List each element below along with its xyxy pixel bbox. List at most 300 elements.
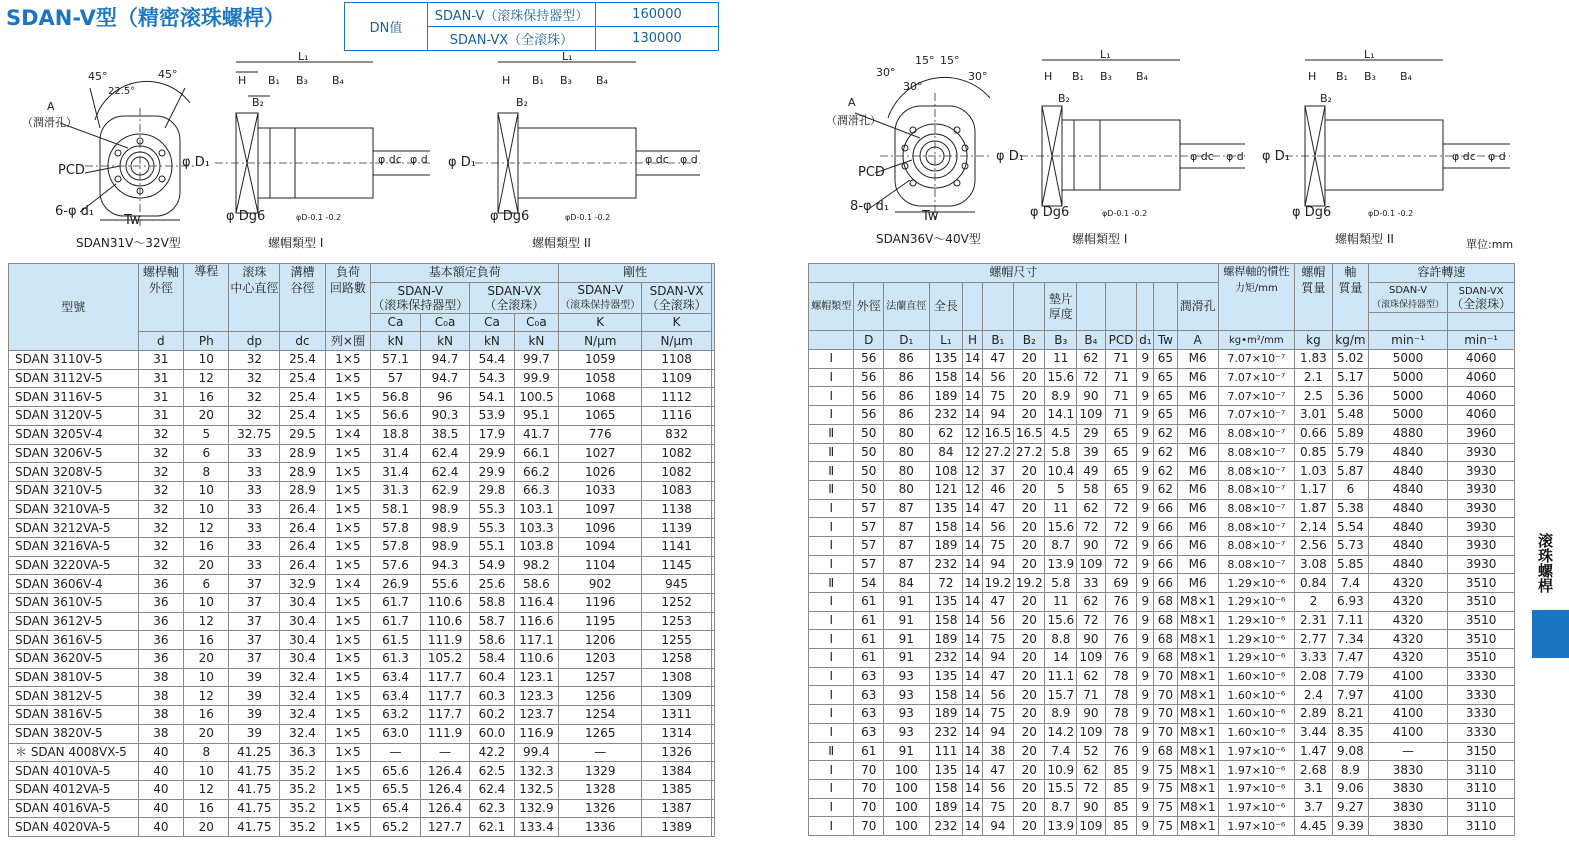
cell-H: 14 <box>963 649 982 668</box>
cell-type: Ⅱ <box>809 742 854 761</box>
cell-dc: 30.4 <box>280 650 325 669</box>
cell-d: 40 <box>138 818 184 837</box>
th-ca-vx: Ca <box>470 313 514 332</box>
cell-ph: 12 <box>184 369 229 388</box>
cell-B3: 7.4 <box>1045 742 1077 761</box>
cell-ca_v: 65.6 <box>371 762 421 781</box>
cell-B4: 90 <box>1077 798 1106 817</box>
cell-B2: 20 <box>1014 536 1045 555</box>
cell-coa_v: 127.7 <box>420 818 470 837</box>
cell-PCD: 65 <box>1105 443 1137 462</box>
cell-sm: 9.39 <box>1332 817 1368 836</box>
cell-sx: 3110 <box>1448 761 1515 780</box>
cell-coa_v: 98.9 <box>420 500 470 519</box>
cell-k_v: 1326 <box>559 799 642 818</box>
cell-Tw: 66 <box>1154 499 1177 518</box>
label-lube-hole-2: （潤滑孔） <box>826 114 881 127</box>
th-unit-nmu-1: N/μm <box>559 332 642 351</box>
cell-c: 1×5 <box>325 519 371 538</box>
cell-type: Ⅰ <box>809 649 854 668</box>
cell-H: 14 <box>963 611 982 630</box>
cell-model: SDAN 3206V-5 <box>9 444 139 463</box>
cell-sx: 3110 <box>1448 779 1515 798</box>
cell-Tw: 70 <box>1154 723 1177 742</box>
cell-spacer <box>712 631 715 650</box>
cell-D1: 86 <box>884 368 929 387</box>
cell-nm: 4.45 <box>1294 817 1332 836</box>
cell-B3: 11 <box>1045 499 1077 518</box>
angle-15-a: 15° <box>915 54 935 67</box>
cell-PCD: 78 <box>1105 723 1137 742</box>
cell-d1: 9 <box>1137 368 1154 387</box>
cell-B1: 75 <box>982 705 1013 724</box>
cell-sx: 3510 <box>1448 630 1515 649</box>
cell-ca_v: 61.7 <box>371 594 421 613</box>
cell-H: 14 <box>963 761 982 780</box>
dim-b3: B₃ <box>296 74 308 87</box>
cell-B2: 20 <box>1014 761 1045 780</box>
cell-B1: 47 <box>982 499 1013 518</box>
table-row <box>809 555 1515 574</box>
cell-inertia: 1.29×10⁻⁶ <box>1218 649 1294 668</box>
th-lube: 潤滑孔 <box>1177 282 1218 331</box>
cell-A: M6 <box>1177 480 1218 499</box>
cell-L1: 135 <box>929 350 963 369</box>
th-length: 全長 <box>929 282 963 331</box>
cell-nm: 2.56 <box>1294 536 1332 555</box>
cell-H: 14 <box>963 723 982 742</box>
cell-PCD: 78 <box>1105 705 1137 724</box>
caption-nut-type-1-right: 螺帽類型 I <box>1072 232 1128 246</box>
cell-c: 1×5 <box>325 650 371 669</box>
label-tw: Tw <box>124 213 141 228</box>
cell-coa_x: 99.9 <box>514 369 559 388</box>
cell-nm: 3.7 <box>1294 798 1332 817</box>
cell-sm: 6.93 <box>1332 593 1368 612</box>
th-unit-d: d <box>138 332 184 351</box>
cell-Tw: 65 <box>1154 406 1177 425</box>
cell-H: 14 <box>963 499 982 518</box>
cell-k_v: 1336 <box>559 818 642 837</box>
dim-d: φ d <box>410 153 428 166</box>
cell-PCD: 85 <box>1105 779 1137 798</box>
cell-spacer <box>712 369 715 388</box>
cell-sm: 5.48 <box>1332 406 1368 425</box>
cell-coa_x: 116.4 <box>514 594 559 613</box>
cell-H: 12 <box>963 480 982 499</box>
cell-B4: 62 <box>1077 350 1106 369</box>
cell-spacer <box>712 407 715 426</box>
cell-type: Ⅰ <box>809 555 854 574</box>
cell-sm: 9.08 <box>1332 742 1368 761</box>
cell-ph: 20 <box>184 650 229 669</box>
cell-inertia: 7.07×10⁻⁷ <box>1218 368 1294 387</box>
cell-Tw: 68 <box>1154 742 1177 761</box>
cell-L1: 135 <box>929 761 963 780</box>
cell-d: 32 <box>138 463 184 482</box>
cell-dp: 32 <box>229 351 280 370</box>
cell-D: 61 <box>854 630 884 649</box>
cell-ph: 10 <box>184 351 229 370</box>
cell-nm: 2.31 <box>1294 611 1332 630</box>
cell-sv: 4320 <box>1368 630 1447 649</box>
dim-d-3: φ d <box>1226 150 1244 163</box>
cell-coa_x: 133.4 <box>514 818 559 837</box>
table-row <box>809 443 1515 462</box>
cell-A: M8×1 <box>1177 779 1218 798</box>
cell-model: SDAN 3110V-5 <box>9 351 139 370</box>
cell-coa_x: 132.9 <box>514 799 559 818</box>
cell-Tw: 65 <box>1154 368 1177 387</box>
dim-d1: φ D₁ <box>182 155 210 170</box>
cell-inertia: 1.29×10⁻⁶ <box>1218 630 1294 649</box>
cell-ca_v: 61.3 <box>371 650 421 669</box>
cell-d: 36 <box>138 631 184 650</box>
cell-B1: 47 <box>982 593 1013 612</box>
cell-dp: 37 <box>229 650 280 669</box>
cell-D: 61 <box>854 611 884 630</box>
cell-coa_x: 103.3 <box>514 519 559 538</box>
cell-dp: 33 <box>229 481 280 500</box>
cell-coa_x: 123.3 <box>514 687 559 706</box>
cell-sm: 5.79 <box>1332 443 1368 462</box>
cell-ph: 10 <box>184 594 229 613</box>
cell-d: 36 <box>138 594 184 613</box>
caption-flange-36-40: SDAN36V～40V型 <box>876 232 981 246</box>
cell-d: 31 <box>138 351 184 370</box>
cell-coa_v: 96 <box>420 388 470 407</box>
table-row <box>809 462 1515 481</box>
cell-inertia: 8.08×10⁻⁷ <box>1218 536 1294 555</box>
cell-D: 56 <box>854 368 884 387</box>
flange-view-2 <box>826 54 990 224</box>
cell-B2: 20 <box>1014 499 1045 518</box>
cell-d1: 9 <box>1137 387 1154 406</box>
cell-k_v: 1328 <box>559 780 642 799</box>
angle-45-right: 45° <box>158 68 178 81</box>
cell-model: SDAN 3606V-4 <box>9 575 139 594</box>
cell-coa_x: 103.1 <box>514 500 559 519</box>
cell-sm: 5.17 <box>1332 368 1368 387</box>
cell-A: M8×1 <box>1177 686 1218 705</box>
cell-sv: 3830 <box>1368 779 1447 798</box>
cell-d: 36 <box>138 650 184 669</box>
cell-dp: 33 <box>229 537 280 556</box>
cell-sx: 3330 <box>1448 686 1515 705</box>
th-model: 型號 <box>9 264 139 351</box>
cell-D1: 93 <box>884 723 929 742</box>
cell-sm: 5.89 <box>1332 424 1368 443</box>
cell-sx: 3510 <box>1448 611 1515 630</box>
cell-model: SDAN 3112V-5 <box>9 369 139 388</box>
cell-PCD: 65 <box>1105 462 1137 481</box>
cell-coa_x: 100.5 <box>514 388 559 407</box>
cell-type: Ⅰ <box>809 518 854 537</box>
cell-coa_x: 116.9 <box>514 724 559 743</box>
th-load-v: SDAN-V （滚珠保持器型） <box>372 283 469 312</box>
cell-k_v: 1096 <box>559 519 642 538</box>
cell-ph: 20 <box>184 818 229 837</box>
table-row <box>809 499 1515 518</box>
cell-coa_x: 103.8 <box>514 537 559 556</box>
cell-dp: 39 <box>229 687 280 706</box>
cell-ph: 12 <box>184 780 229 799</box>
cell-coa_v: — <box>420 743 470 762</box>
cell-c: 1×5 <box>325 668 371 687</box>
cell-A: M8×1 <box>1177 667 1218 686</box>
cell-c: 1×5 <box>325 407 371 426</box>
cell-PCD: 72 <box>1105 518 1137 537</box>
th-lead: 導程 <box>184 264 229 332</box>
cell-A: M6 <box>1177 518 1218 537</box>
cell-k_v: 1104 <box>559 556 642 575</box>
cell-ca_x: 62.1 <box>470 818 514 837</box>
cell-B4: 72 <box>1077 368 1106 387</box>
cell-A: M8×1 <box>1177 798 1218 817</box>
cell-sv: 4880 <box>1368 424 1447 443</box>
cell-ph: 6 <box>184 444 229 463</box>
cell-inertia: 8.08×10⁻⁷ <box>1218 555 1294 574</box>
cell-D1: 84 <box>884 574 929 593</box>
cell-ca_x: 29.9 <box>470 444 514 463</box>
cell-inertia: 7.07×10⁻⁷ <box>1218 387 1294 406</box>
table-row <box>9 650 715 669</box>
cell-B1: 56 <box>982 779 1013 798</box>
cell-sm: 7.97 <box>1332 686 1368 705</box>
th-ball-pcd: 滚珠 中心直徑 <box>229 264 280 332</box>
dim-b3-3: B₃ <box>1100 70 1112 83</box>
cell-coa_x: 58.6 <box>514 575 559 594</box>
cell-c: 1×5 <box>325 351 371 370</box>
cell-D: 70 <box>854 779 884 798</box>
cell-spacer <box>712 519 715 538</box>
cell-A: M6 <box>1177 536 1218 555</box>
cell-d: 36 <box>138 575 184 594</box>
cell-ca_x: 58.8 <box>470 594 514 613</box>
cell-B1: 94 <box>982 817 1013 836</box>
cell-ph: 10 <box>184 762 229 781</box>
th-od: 外徑 <box>854 282 884 331</box>
dim-b2-4: B₂ <box>1320 92 1332 105</box>
cell-dc: 26.4 <box>280 500 325 519</box>
cell-dc: 25.4 <box>280 369 325 388</box>
cell-ca_v: 57.8 <box>371 519 421 538</box>
th-groove: 溝槽 谷徑 <box>280 264 325 332</box>
caption-nut-type-2-left: 螺帽類型 II <box>532 236 591 250</box>
dim-b4-2: B₄ <box>596 74 608 87</box>
cell-PCD: 71 <box>1105 406 1137 425</box>
cell-PCD: 76 <box>1105 742 1137 761</box>
cell-d1: 9 <box>1137 350 1154 369</box>
table-row <box>809 761 1515 780</box>
cell-ph: 10 <box>184 668 229 687</box>
cell-k_x: 832 <box>642 425 712 444</box>
th-load-vx: SDAN-VX （全滚珠） <box>470 282 559 313</box>
table-row <box>9 556 715 575</box>
cell-c: 1×5 <box>325 444 371 463</box>
cell-B4: 72 <box>1077 611 1106 630</box>
table-row <box>809 779 1515 798</box>
cell-ca_v: 57.1 <box>371 351 421 370</box>
cell-d: 38 <box>138 706 184 725</box>
cell-coa_v: 90.3 <box>420 407 470 426</box>
cell-L1: 121 <box>929 480 963 499</box>
cell-sm: 5.36 <box>1332 387 1368 406</box>
cell-c: 1×5 <box>325 687 371 706</box>
cell-k_x: 1311 <box>642 706 712 725</box>
cell-d: 32 <box>138 444 184 463</box>
cell-B4: 109 <box>1077 406 1106 425</box>
cell-coa_x: 66.2 <box>514 463 559 482</box>
cell-model: SDAN 4010VA-5 <box>9 762 139 781</box>
cell-B1: 47 <box>982 350 1013 369</box>
cell-sv: — <box>1368 742 1447 761</box>
cell-sv: 4320 <box>1368 574 1447 593</box>
cell-D: 50 <box>854 424 884 443</box>
cell-d: 32 <box>138 537 184 556</box>
cell-B2: 20 <box>1014 611 1045 630</box>
cell-dc: 35.2 <box>280 762 325 781</box>
cell-coa_x: 98.2 <box>514 556 559 575</box>
cell-inertia: 1.60×10⁻⁶ <box>1218 667 1294 686</box>
cell-nm: 1.03 <box>1294 462 1332 481</box>
cell-B1: 56 <box>982 368 1013 387</box>
cell-model: SDAN 3216VA-5 <box>9 537 139 556</box>
cell-A: M8×1 <box>1177 761 1218 780</box>
cell-D: 57 <box>854 518 884 537</box>
cell-B4: 58 <box>1077 480 1106 499</box>
table-row <box>809 817 1515 836</box>
cell-dp: 37 <box>229 612 280 631</box>
cell-B3: 11 <box>1045 593 1077 612</box>
cell-PCD: 76 <box>1105 649 1137 668</box>
cell-sv: 4840 <box>1368 518 1447 537</box>
cell-d1: 9 <box>1137 723 1154 742</box>
dim-tol-b: φD-0.1 -0.2 <box>565 213 611 222</box>
cell-coa_v: 105.2 <box>420 650 470 669</box>
dim-dg6-3: φ Dg6 <box>1030 205 1070 220</box>
cell-B4: 109 <box>1077 723 1106 742</box>
cell-coa_v: 126.4 <box>420 762 470 781</box>
cell-k_v: — <box>559 743 642 762</box>
cell-inertia: 8.08×10⁻⁷ <box>1218 499 1294 518</box>
cell-sm: 9.27 <box>1332 798 1368 817</box>
th-b4-blank <box>1077 282 1106 331</box>
th-pcd-blank <box>1105 282 1137 331</box>
cell-coa_x: 123.7 <box>514 706 559 725</box>
cell-model: SDAN 3810V-5 <box>9 668 139 687</box>
cell-ca_v: 56.6 <box>371 407 421 426</box>
cell-ca_x: 55.3 <box>470 500 514 519</box>
cell-k_v: 1265 <box>559 724 642 743</box>
cell-sx: 3330 <box>1448 723 1515 742</box>
table-row <box>809 611 1515 630</box>
cell-d1: 9 <box>1137 798 1154 817</box>
cell-A: M6 <box>1177 574 1218 593</box>
cell-ca_x: 17.9 <box>470 425 514 444</box>
th-b2-blank <box>1014 282 1045 331</box>
technical-drawings <box>0 48 1569 258</box>
cell-D1: 80 <box>884 462 929 481</box>
cell-model: SDAN 3120V-5 <box>9 407 139 426</box>
cell-k_x: 1139 <box>642 519 712 538</box>
cell-sm: 5.73 <box>1332 536 1368 555</box>
table-row <box>809 387 1515 406</box>
table-row <box>809 368 1515 387</box>
cell-type: Ⅰ <box>809 761 854 780</box>
cell-dc: 35.2 <box>280 780 325 799</box>
cell-spacer <box>712 425 715 444</box>
cell-spacer <box>712 388 715 407</box>
cell-L1: 189 <box>929 387 963 406</box>
cell-model: SDAN 3116V-5 <box>9 388 139 407</box>
th-unit-dc: dc <box>280 332 325 351</box>
cell-ca_v: 57.6 <box>371 556 421 575</box>
cell-dp: 41.25 <box>229 743 280 762</box>
cell-dp: 41.75 <box>229 780 280 799</box>
cell-k_v: 902 <box>559 575 642 594</box>
cell-B1: 27.2 <box>982 443 1013 462</box>
cell-B2: 20 <box>1014 779 1045 798</box>
cell-k_x: 1141 <box>642 537 712 556</box>
cell-model: SDAN 4012VA-5 <box>9 780 139 799</box>
cell-D1: 80 <box>884 443 929 462</box>
cell-coa_x: 123.1 <box>514 668 559 687</box>
cell-D1: 100 <box>884 761 929 780</box>
cell-c: 1×5 <box>325 743 371 762</box>
cell-nm: 0.84 <box>1294 574 1332 593</box>
th-b1-blank <box>982 282 1013 331</box>
table-row <box>809 350 1515 369</box>
cell-type: Ⅱ <box>809 480 854 499</box>
table-row <box>809 649 1515 668</box>
cell-sm: 8.35 <box>1332 723 1368 742</box>
dn-value-v: 160000 <box>596 3 719 27</box>
cell-ca_v: 63.4 <box>371 687 421 706</box>
table-row <box>809 480 1515 499</box>
cell-nm: 2.89 <box>1294 705 1332 724</box>
cell-model: SDAN 3220VA-5 <box>9 556 139 575</box>
cell-PCD: 72 <box>1105 555 1137 574</box>
cell-ca_x: 60.4 <box>470 668 514 687</box>
dim-h-2: H <box>502 74 511 87</box>
cell-d: 32 <box>138 481 184 500</box>
cell-B4: 90 <box>1077 705 1106 724</box>
cell-ph: 20 <box>184 556 229 575</box>
nut-type-2-right <box>1262 48 1510 220</box>
table-row <box>809 723 1515 742</box>
angle-22-5: 22.5° <box>108 86 136 97</box>
dim-b4-4: B₄ <box>1400 70 1412 83</box>
cell-model: SDAN 3208V-5 <box>9 463 139 482</box>
cell-PCD: 71 <box>1105 368 1137 387</box>
cell-ph: 6 <box>184 575 229 594</box>
dim-h: H <box>238 74 247 87</box>
cell-coa_v: 62.9 <box>420 481 470 500</box>
cell-k_v: 776 <box>559 425 642 444</box>
cell-dp: 33 <box>229 519 280 538</box>
cell-B1: 16.5 <box>982 424 1013 443</box>
cell-d1: 9 <box>1137 611 1154 630</box>
cell-d1: 9 <box>1137 406 1154 425</box>
cell-B3: 8.9 <box>1045 387 1077 406</box>
th-speed: 容許轉速 <box>1368 264 1514 283</box>
cell-B2: 20 <box>1014 723 1045 742</box>
cell-sx: 3930 <box>1448 462 1515 481</box>
cell-D1: 86 <box>884 387 929 406</box>
cell-inertia: 1.97×10⁻⁶ <box>1218 761 1294 780</box>
cell-D1: 93 <box>884 667 929 686</box>
